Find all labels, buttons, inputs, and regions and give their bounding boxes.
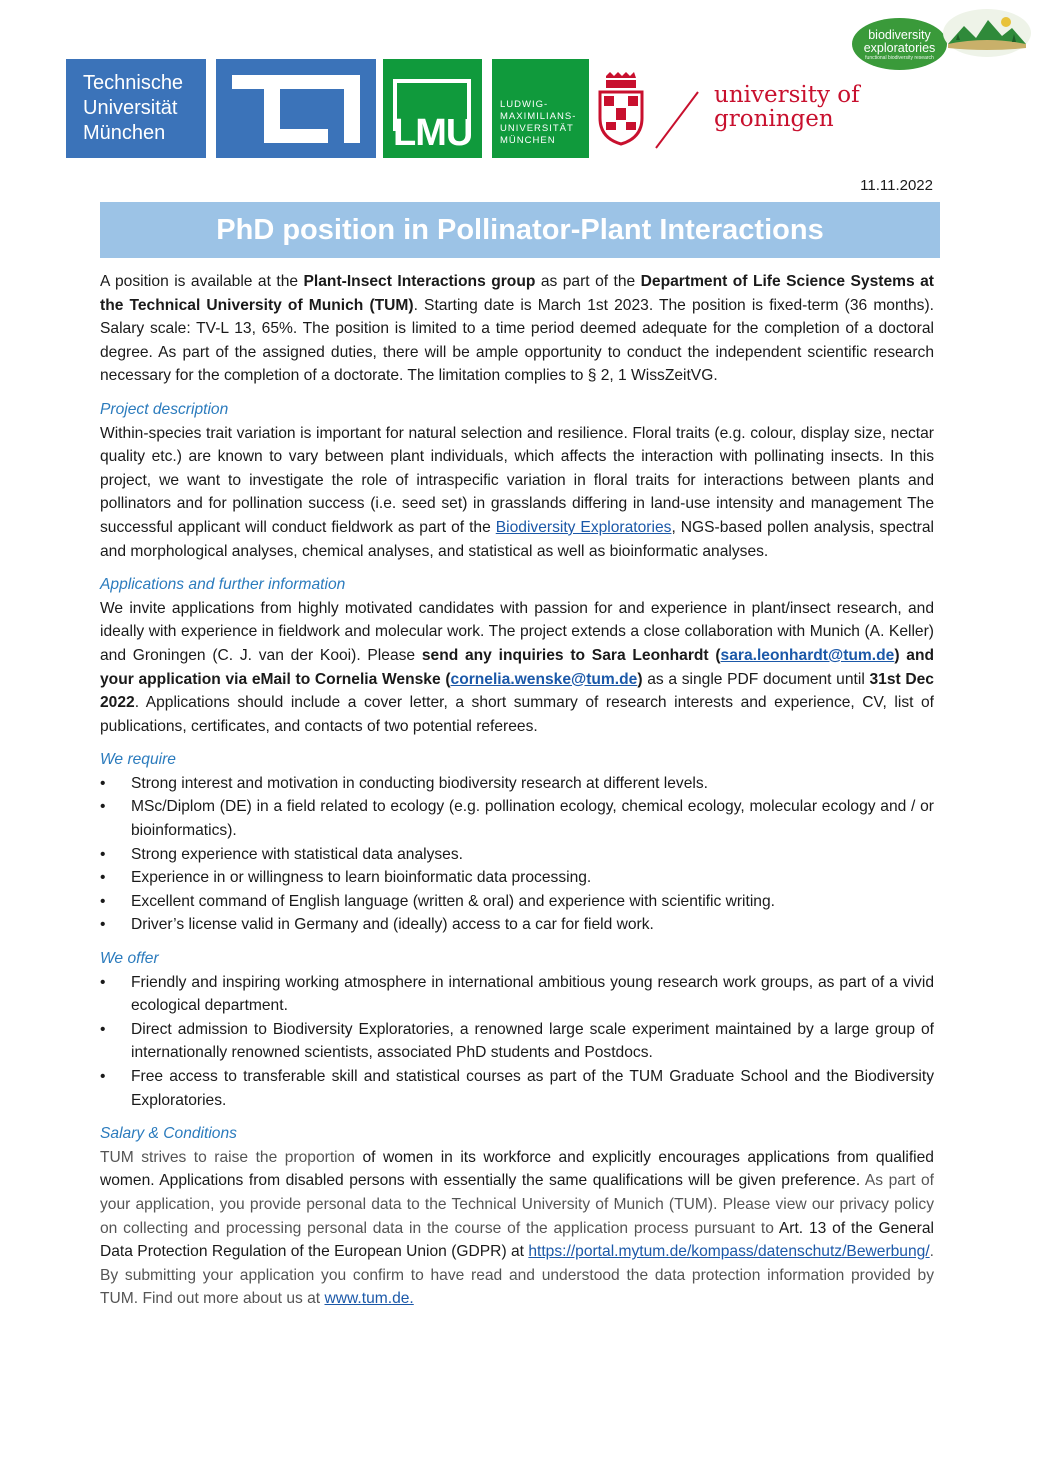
intro-text: . Starting date is March 1st 2023. The position is fixed-term (36 months). Salary scale: TV-L 13, 65%. The position is limited to a time period deemed adequate for the completion of a doctoral degree. As part of the assigned duties, there will be ample opportunity to conduct the independent scientific research necessary for the completion of a doctorate. The limitation complies to § 2, 1 WissZeitVG. xyxy=(100,296,934,385)
lmu-logo xyxy=(383,59,482,158)
tum-website-link[interactable]: www.tum.de. xyxy=(324,1290,414,1308)
salary-text: As part of your application, you provide personal data to the Technical University of Munich (TUM). Please view our privacy policy on collecting and processing personal data in the course of the application process pursuant to xyxy=(100,1172,934,1237)
biodiversity-exploratories-link[interactable]: Biodiversity Exploratories xyxy=(495,518,672,536)
email-link-cornelia[interactable]: cornelia.wenske@tum.de xyxy=(450,670,638,688)
list-item: • Driver’s license valid in Germany and (ideally) access to a car for field work. xyxy=(100,913,934,937)
application-deadline: 31st Dec 2022 xyxy=(100,670,934,712)
section-heading-require: We require xyxy=(100,751,176,769)
landscape-icon xyxy=(942,8,1032,58)
groningen-wordmark-line: university of xyxy=(714,82,860,108)
salary-text: TUM strives to raise the proportion xyxy=(100,1148,363,1166)
email-link-sara[interactable]: sara.leonhardt@tum.de xyxy=(720,646,895,664)
intro-text: A position is available at the xyxy=(100,273,304,290)
project-text: , NGS-based pollen analysis, spectral and morphological analyses, chemical analyses, and statistical as well as bioinformatic analyses. xyxy=(100,518,934,560)
applications-bold-part: ) xyxy=(637,670,643,688)
lmu-name xyxy=(492,59,589,158)
list-item: • Excellent command of English language (written & oral) and experience with scientific writing. xyxy=(100,890,934,914)
salary-text: of women in its workforce and explicitly encourages applications from qualified women. Applications from disabled persons with essentially the same qualifications will be given preference. xyxy=(100,1148,934,1190)
list-item: • Free access to transferable skill and statistical courses as part of the TUM Graduate School and the Biodiversity Exploratories. xyxy=(100,1065,934,1112)
tum-wordmark-line: Technische xyxy=(83,72,184,94)
section-heading-project: Project description xyxy=(100,400,229,418)
bio-logo-subline: functional biodiversity research xyxy=(865,55,934,61)
salary-text: . By submitting your application you confirm to have read and understood the data protection information provided by TUM. Find out more about us at xyxy=(100,1243,934,1308)
applications-bold-part: ) and your application via eMail to Cornelia Wenske ( xyxy=(100,646,934,688)
salary-text: Art. 13 of the General Data Protection Regulation of the European Union (GDPR) at xyxy=(100,1219,935,1261)
tum-logo-icon xyxy=(216,59,376,158)
project-text: Within-species trait variation is important for natural selection and resilience. Floral traits (e.g. colour, display size, nectar quality etc.) are known to vary between plant individuals, which affects the interaction with pollinating insects. In this project, we want to investigate the role of intraspecific variation in floral traits for interactions between plants and pollinators and for pollination success (i.e. seed set) in grasslands differing in land-use intensity and management The successful applicant will conduct fieldwork as part of the xyxy=(100,424,934,536)
tum-wordmark xyxy=(66,59,206,158)
applications-paragraph xyxy=(100,597,934,739)
intro-department-name: Department of Life Science Systems at the Technical University of Munich (TUM) xyxy=(100,273,934,314)
document-body xyxy=(100,270,934,1311)
intro-text: as part of the xyxy=(535,273,641,290)
applications-text: We invite applications from highly motivated candidates with passion for and experience in plant/insect research, and ideally with experience in fieldwork and molecular work. The project extends a close collaboration with Munich (A. Keller) and Groningen (C. J. van der Kooi). Please xyxy=(100,599,934,664)
applications-text: as a single PDF document until xyxy=(642,670,870,688)
applications-bold-part: send any inquiries to Sara Leonhardt ( xyxy=(421,646,721,664)
section-heading-salary: Salary & Conditions xyxy=(100,1125,237,1143)
intro-group-name: Plant-Insect Interactions group xyxy=(303,273,536,290)
tum-wordmark-line: München xyxy=(83,122,166,144)
section-heading-offer: We offer xyxy=(100,950,159,968)
title-banner xyxy=(100,202,940,258)
lmu-name-line: MAXIMILIANS- xyxy=(500,111,577,122)
offer-list xyxy=(100,971,934,1113)
intro-paragraph xyxy=(100,270,934,388)
list-item: • Experience in or willingness to learn bioinformatic data processing. xyxy=(100,866,934,890)
project-paragraph xyxy=(100,422,934,564)
lmu-name-line: LUDWIG- xyxy=(500,99,549,110)
list-item: • MSc/Diplom (DE) in a field related to ecology (e.g. pollination ecology, chemical ecology, molecular ecology and / or bioinformatics). xyxy=(100,795,934,842)
lmu-name-line: UNIVERSITÄT xyxy=(500,123,574,134)
groningen-crest-icon xyxy=(596,72,646,146)
section-heading-applications: Applications and further information xyxy=(100,576,346,594)
groningen-wordmark xyxy=(714,83,860,131)
lmu-name-line: MÜNCHEN xyxy=(500,135,556,146)
tum-wordmark-line: Universität xyxy=(83,97,178,119)
bio-logo-line: biodiversity xyxy=(868,28,931,42)
applications-text: . Applications should include a cover letter, a short summary of research interests and experience, CV, list of publications, certificates, and contacts of two potential referees. xyxy=(100,694,934,735)
bio-logo-line: exploratories xyxy=(863,41,936,55)
salary-paragraph xyxy=(100,1146,934,1311)
divider-slash-icon xyxy=(652,90,702,150)
groningen-wordmark-line: groningen xyxy=(714,106,834,132)
list-item: • Friendly and inspiring working atmosphere in international ambitious young research work groups, as part of a vivid ecological department. xyxy=(100,971,934,1018)
require-list xyxy=(100,772,934,937)
document-date: 11.11.2022 xyxy=(860,177,933,194)
privacy-policy-link[interactable]: https://portal.mytum.de/kompass/datenschutz/Bewerbung/ xyxy=(528,1243,930,1261)
list-item: • Strong interest and motivation in conducting biodiversity research at different levels. xyxy=(100,772,934,796)
list-item: • Strong experience with statistical data analyses. xyxy=(100,843,934,867)
lmu-mark: LMU xyxy=(393,112,473,154)
biodiversity-exploratories-logo xyxy=(852,18,947,70)
list-item: • Direct admission to Biodiversity Exploratories, a renowned large scale experiment maintained by a large group of internationally renowned scientists, associated PhD students and Postdocs. xyxy=(100,1018,934,1065)
page-title: PhD position in Pollinator-Plant Interactions xyxy=(216,214,824,246)
